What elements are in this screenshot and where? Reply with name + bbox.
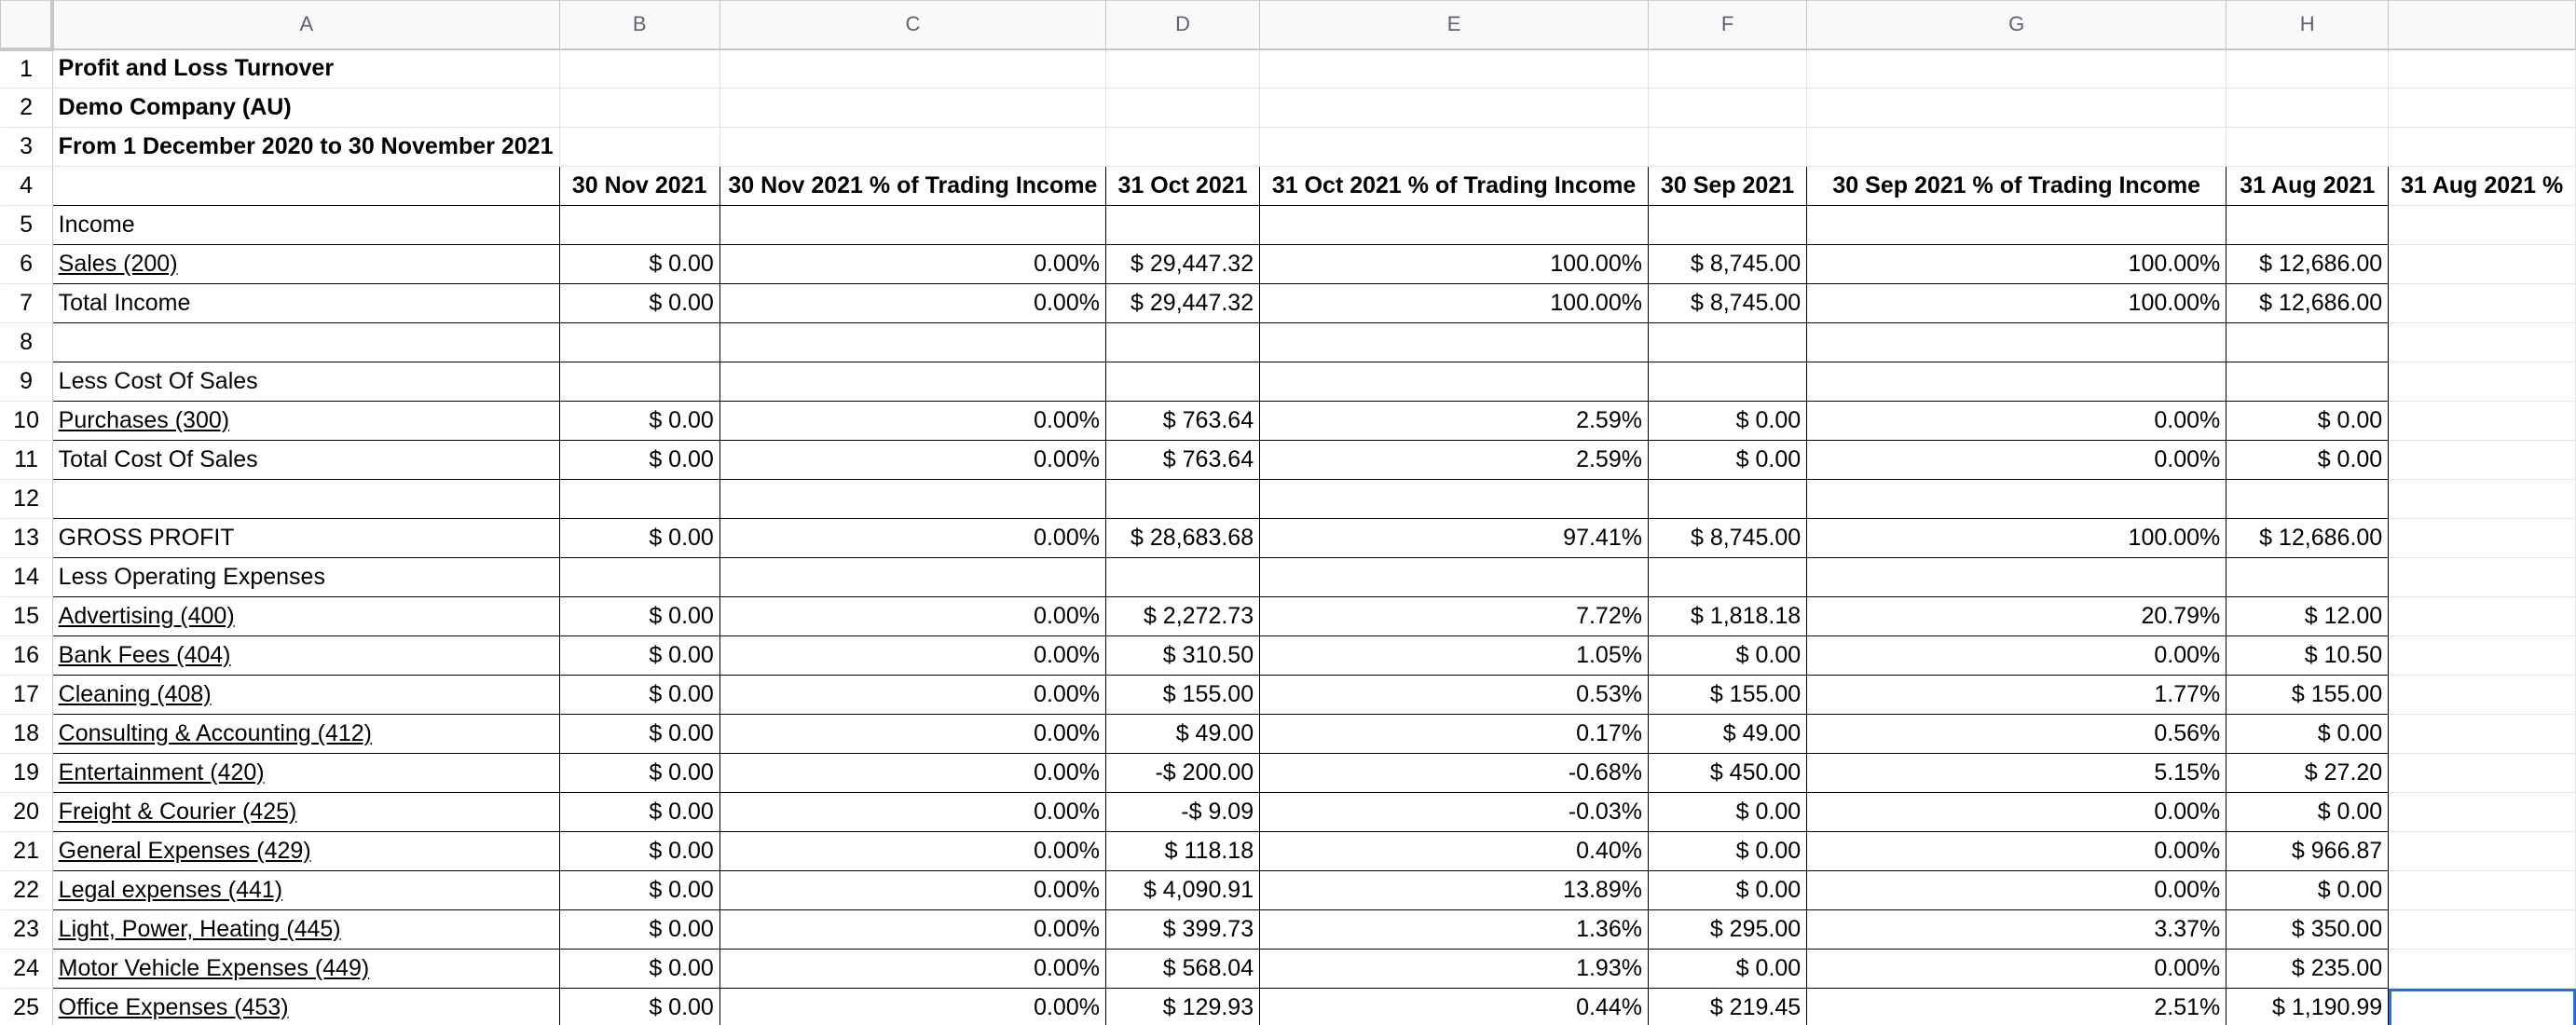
value-cell[interactable]	[1648, 558, 1806, 597]
row-header[interactable]: 8	[1, 323, 53, 362]
value-cell[interactable]: $ 155.00	[1105, 676, 1259, 715]
value-cell[interactable]: $ 0.00	[1648, 636, 1806, 676]
value-cell[interactable]	[1648, 89, 1806, 128]
row-header[interactable]: 20	[1, 793, 53, 832]
value-cell[interactable]	[559, 49, 719, 89]
value-cell[interactable]: 0.00%	[719, 597, 1105, 636]
column-header[interactable]: F	[1648, 1, 1806, 49]
account-link[interactable]: Light, Power, Heating (445)	[52, 910, 559, 950]
value-cell[interactable]: 0.00%	[719, 754, 1105, 793]
value-cell[interactable]	[2389, 871, 2576, 910]
sheet-row	[1, 284, 2576, 323]
sheet-row	[1, 871, 2576, 910]
value-cell[interactable]	[2227, 362, 2389, 402]
value-cell[interactable]: 3.37%	[1807, 910, 2227, 950]
value-cell[interactable]: 1.93%	[1260, 950, 1649, 989]
value-cell[interactable]: 0.00%	[719, 832, 1105, 871]
value-cell[interactable]: 0.00%	[1807, 793, 2227, 832]
value-cell[interactable]	[2389, 402, 2576, 441]
value-cell[interactable]	[1807, 128, 2227, 167]
value-cell[interactable]	[2389, 754, 2576, 793]
value-cell[interactable]: $ 12,686.00	[2227, 519, 2389, 558]
value-cell[interactable]: $ 763.64	[1105, 441, 1259, 480]
value-cell[interactable]: $ 0.00	[559, 636, 719, 676]
value-cell[interactable]	[1807, 89, 2227, 128]
row-label-cell[interactable]: Income	[52, 206, 559, 245]
row-header[interactable]: 11	[1, 441, 53, 480]
value-cell[interactable]	[2389, 950, 2576, 989]
row-label-cell[interactable]: Demo Company (AU)	[52, 89, 559, 128]
value-cell[interactable]	[719, 206, 1105, 245]
sheet-row	[1, 950, 2576, 989]
sheet-row	[1, 989, 2576, 1025]
account-link[interactable]: Advertising (400)	[52, 597, 559, 636]
value-cell[interactable]: 0.00%	[719, 950, 1105, 989]
value-cell[interactable]: $ 0.00	[1648, 832, 1806, 871]
value-cell[interactable]	[2389, 793, 2576, 832]
value-cell[interactable]	[2389, 715, 2576, 754]
value-cell[interactable]	[719, 558, 1105, 597]
column-header[interactable]: H	[2227, 1, 2389, 49]
column-header[interactable]: E	[1260, 1, 1649, 49]
value-cell[interactable]: $ 0.00	[559, 715, 719, 754]
value-cell[interactable]: $ 4,090.91	[1105, 871, 1259, 910]
value-cell[interactable]	[1260, 89, 1649, 128]
value-cell[interactable]	[1807, 362, 2227, 402]
value-cell[interactable]: 0.00%	[719, 989, 1105, 1025]
value-cell[interactable]: 0.00%	[1807, 871, 2227, 910]
sheet-row	[1, 558, 2576, 597]
sheet-row	[1, 636, 2576, 676]
period-header-cell[interactable]: 31 Aug 2021	[2227, 167, 2389, 206]
row-label-cell[interactable]: From 1 December 2020 to 30 November 2021	[52, 128, 559, 167]
value-cell[interactable]: 2.59%	[1260, 402, 1649, 441]
value-cell[interactable]	[719, 49, 1105, 89]
value-cell[interactable]	[2389, 597, 2576, 636]
value-cell[interactable]: $ 155.00	[2227, 676, 2389, 715]
value-cell[interactable]	[1105, 362, 1259, 402]
sheet-row	[1, 402, 2576, 441]
value-cell[interactable]: 0.00%	[719, 793, 1105, 832]
value-cell[interactable]: -0.03%	[1260, 793, 1649, 832]
sheet-row	[1, 245, 2576, 284]
value-cell[interactable]	[559, 558, 719, 597]
value-cell[interactable]: 1.77%	[1807, 676, 2227, 715]
value-cell[interactable]: 7.72%	[1260, 597, 1649, 636]
value-cell[interactable]	[559, 480, 719, 519]
selected-cell[interactable]	[2389, 989, 2576, 1025]
value-cell[interactable]: $ 49.00	[1648, 715, 1806, 754]
value-cell[interactable]	[2227, 49, 2389, 89]
account-link[interactable]: Purchases (300)	[52, 402, 559, 441]
row-header[interactable]: 15	[1, 597, 53, 636]
column-header[interactable]: B	[559, 1, 719, 49]
value-cell[interactable]	[2389, 245, 2576, 284]
row-label-cell[interactable]: Total Income	[52, 284, 559, 323]
sheet-row	[1, 323, 2576, 362]
value-cell[interactable]: $ 0.00	[559, 676, 719, 715]
value-cell[interactable]	[1807, 558, 2227, 597]
value-cell[interactable]: $ 28,683.68	[1105, 519, 1259, 558]
row-header[interactable]: 14	[1, 558, 53, 597]
value-cell[interactable]	[2227, 558, 2389, 597]
value-cell[interactable]: 100.00%	[1807, 245, 2227, 284]
value-cell[interactable]	[2389, 49, 2576, 89]
value-cell[interactable]: $ 0.00	[1648, 950, 1806, 989]
sheet-row	[1, 167, 2576, 206]
value-cell[interactable]	[1260, 49, 1649, 89]
value-cell[interactable]: $ 118.18	[1105, 832, 1259, 871]
row-header[interactable]: 1	[1, 49, 53, 89]
column-header-row	[1, 1, 2576, 49]
value-cell[interactable]	[559, 89, 719, 128]
value-cell[interactable]: $ 219.45	[1648, 989, 1806, 1025]
value-cell[interactable]	[1648, 362, 1806, 402]
value-cell[interactable]: 2.51%	[1807, 989, 2227, 1025]
value-cell[interactable]: 0.17%	[1260, 715, 1649, 754]
sheet-row	[1, 793, 2576, 832]
row-header[interactable]: 16	[1, 636, 53, 676]
value-cell[interactable]: $ 12,686.00	[2227, 284, 2389, 323]
value-cell[interactable]: $ 399.73	[1105, 910, 1259, 950]
value-cell[interactable]: 0.40%	[1260, 832, 1649, 871]
value-cell[interactable]: $ 49.00	[1105, 715, 1259, 754]
sheet-row	[1, 49, 2576, 89]
value-cell[interactable]: 0.00%	[719, 636, 1105, 676]
value-cell[interactable]	[2227, 323, 2389, 362]
period-header-cell[interactable]: 31 Aug 2021 %	[2389, 167, 2576, 206]
account-link[interactable]: Bank Fees (404)	[52, 636, 559, 676]
value-cell[interactable]: 0.00%	[719, 402, 1105, 441]
value-cell[interactable]	[1260, 323, 1649, 362]
value-cell[interactable]: $ 155.00	[1648, 676, 1806, 715]
value-cell[interactable]	[719, 89, 1105, 128]
value-cell[interactable]: 97.41%	[1260, 519, 1649, 558]
value-cell[interactable]	[1807, 480, 2227, 519]
value-cell[interactable]: $ 0.00	[559, 402, 719, 441]
account-link[interactable]: Consulting & Accounting (412)	[52, 715, 559, 754]
value-cell[interactable]	[2389, 89, 2576, 128]
value-cell[interactable]: $ 0.00	[559, 950, 719, 989]
value-cell[interactable]	[1260, 480, 1649, 519]
value-cell[interactable]: $ 0.00	[2227, 441, 2389, 480]
row-label-cell[interactable]: Total Cost Of Sales	[52, 441, 559, 480]
value-cell[interactable]	[2389, 558, 2576, 597]
value-cell[interactable]	[559, 128, 719, 167]
row-header[interactable]: 12	[1, 480, 53, 519]
value-cell[interactable]: $ 295.00	[1648, 910, 1806, 950]
value-cell[interactable]: 0.00%	[1807, 402, 2227, 441]
value-cell[interactable]: 0.00%	[1807, 636, 2227, 676]
value-cell[interactable]: $ 450.00	[1648, 754, 1806, 793]
value-cell[interactable]: $ 350.00	[2227, 910, 2389, 950]
value-cell[interactable]: $ 10.50	[2227, 636, 2389, 676]
value-cell[interactable]: -$ 9.09	[1105, 793, 1259, 832]
value-cell[interactable]	[1648, 206, 1806, 245]
value-cell[interactable]	[559, 323, 719, 362]
value-cell[interactable]: $ 8,745.00	[1648, 284, 1806, 323]
value-cell[interactable]: 1.05%	[1260, 636, 1649, 676]
value-cell[interactable]	[1105, 558, 1259, 597]
value-cell[interactable]: $ 0.00	[1648, 441, 1806, 480]
column-header[interactable]: C	[719, 1, 1105, 49]
value-cell[interactable]: $ 966.87	[2227, 832, 2389, 871]
row-header[interactable]: 6	[1, 245, 53, 284]
row-header[interactable]: 19	[1, 754, 53, 793]
row-label-cell[interactable]: Profit and Loss Turnover	[52, 49, 559, 89]
value-cell[interactable]	[2227, 89, 2389, 128]
value-cell[interactable]	[2389, 519, 2576, 558]
sheet-row	[1, 519, 2576, 558]
value-cell[interactable]: $ 0.00	[2227, 715, 2389, 754]
value-cell[interactable]: $ 0.00	[1648, 793, 1806, 832]
value-cell[interactable]	[2389, 441, 2576, 480]
account-link[interactable]: Cleaning (408)	[52, 676, 559, 715]
column-header[interactable]: G	[1807, 1, 2227, 49]
sheet-row	[1, 910, 2576, 950]
value-cell[interactable]: 0.00%	[719, 519, 1105, 558]
value-cell[interactable]	[719, 480, 1105, 519]
value-cell[interactable]: $ 0.00	[1648, 871, 1806, 910]
row-header[interactable]: 22	[1, 871, 53, 910]
value-cell[interactable]	[1807, 323, 2227, 362]
value-cell[interactable]: $ 0.00	[559, 832, 719, 871]
value-cell[interactable]: $ 12.00	[2227, 597, 2389, 636]
row-label-cell[interactable]	[52, 323, 559, 362]
value-cell[interactable]: $ 0.00	[2227, 793, 2389, 832]
value-cell[interactable]: $ 29,447.32	[1105, 245, 1259, 284]
value-cell[interactable]: $ 1,190.99	[2227, 989, 2389, 1025]
value-cell[interactable]: 5.15%	[1807, 754, 2227, 793]
value-cell[interactable]: $ 310.50	[1105, 636, 1259, 676]
value-cell[interactable]	[1648, 323, 1806, 362]
sheet-body	[1, 49, 2576, 1025]
value-cell[interactable]	[1105, 128, 1259, 167]
value-cell[interactable]: 0.00%	[719, 284, 1105, 323]
value-cell[interactable]	[1105, 480, 1259, 519]
account-link[interactable]: Entertainment (420)	[52, 754, 559, 793]
value-cell[interactable]: $ 0.00	[559, 519, 719, 558]
value-cell[interactable]: 2.59%	[1260, 441, 1649, 480]
row-label-cell[interactable]: Less Cost Of Sales	[52, 362, 559, 402]
value-cell[interactable]	[1260, 362, 1649, 402]
value-cell[interactable]	[719, 128, 1105, 167]
value-cell[interactable]: $ 0.00	[559, 910, 719, 950]
value-cell[interactable]	[1807, 49, 2227, 89]
value-cell[interactable]: 100.00%	[1260, 284, 1649, 323]
value-cell[interactable]: -$ 200.00	[1105, 754, 1259, 793]
value-cell[interactable]: $ 12,686.00	[2227, 245, 2389, 284]
value-cell[interactable]	[2389, 323, 2576, 362]
sheet-row	[1, 715, 2576, 754]
value-cell[interactable]: $ 235.00	[2227, 950, 2389, 989]
value-cell[interactable]	[2227, 128, 2389, 167]
value-cell[interactable]	[2389, 206, 2576, 245]
row-header[interactable]: 5	[1, 206, 53, 245]
account-link[interactable]: Office Expenses (453)	[52, 989, 559, 1025]
value-cell[interactable]: $ 0.00	[2227, 402, 2389, 441]
value-cell[interactable]: 0.53%	[1260, 676, 1649, 715]
value-cell[interactable]: 0.00%	[1807, 832, 2227, 871]
value-cell[interactable]: 13.89%	[1260, 871, 1649, 910]
value-cell[interactable]: $ 27.20	[2227, 754, 2389, 793]
value-cell[interactable]: $ 0.00	[559, 989, 719, 1025]
sheet-row	[1, 676, 2576, 715]
sheet-row	[1, 597, 2576, 636]
value-cell[interactable]	[719, 362, 1105, 402]
value-cell[interactable]	[1648, 128, 1806, 167]
value-cell[interactable]: $ 0.00	[559, 793, 719, 832]
value-cell[interactable]	[2389, 910, 2576, 950]
value-cell[interactable]: $ 0.00	[2227, 871, 2389, 910]
account-link[interactable]: Motor Vehicle Expenses (449)	[52, 950, 559, 989]
value-cell[interactable]: 0.44%	[1260, 989, 1649, 1025]
value-cell[interactable]: 0.00%	[719, 715, 1105, 754]
value-cell[interactable]	[719, 323, 1105, 362]
period-header-cell[interactable]: 30 Nov 2021 % of Trading Income	[719, 167, 1105, 206]
value-cell[interactable]: 0.00%	[1807, 950, 2227, 989]
row-label-cell[interactable]	[52, 167, 559, 206]
value-cell[interactable]: 0.00%	[719, 871, 1105, 910]
value-cell[interactable]: 100.00%	[1260, 245, 1649, 284]
value-cell[interactable]: $ 568.04	[1105, 950, 1259, 989]
value-cell[interactable]	[2389, 676, 2576, 715]
value-cell[interactable]	[1260, 558, 1649, 597]
value-cell[interactable]	[2389, 480, 2576, 519]
value-cell[interactable]: $ 2,272.73	[1105, 597, 1259, 636]
value-cell[interactable]	[2389, 284, 2576, 323]
period-header-cell[interactable]: 31 Oct 2021 % of Trading Income	[1260, 167, 1649, 206]
value-cell[interactable]: $ 0.00	[559, 754, 719, 793]
sheet-row	[1, 441, 2576, 480]
column-header[interactable]: A	[52, 1, 559, 49]
column-header[interactable]	[2389, 1, 2576, 49]
value-cell[interactable]: 0.56%	[1807, 715, 2227, 754]
value-cell[interactable]: $ 29,447.32	[1105, 284, 1259, 323]
value-cell[interactable]	[2389, 362, 2576, 402]
sheet-row	[1, 754, 2576, 793]
sheet-row	[1, 362, 2576, 402]
value-cell[interactable]: $ 8,745.00	[1648, 245, 1806, 284]
value-cell[interactable]	[2227, 206, 2389, 245]
value-cell[interactable]: 0.00%	[719, 441, 1105, 480]
value-cell[interactable]	[1260, 128, 1649, 167]
value-cell[interactable]	[2389, 832, 2576, 871]
row-header[interactable]: 17	[1, 676, 53, 715]
value-cell[interactable]: $ 763.64	[1105, 402, 1259, 441]
sheet-row	[1, 480, 2576, 519]
account-link[interactable]: Sales (200)	[52, 245, 559, 284]
row-header[interactable]: 21	[1, 832, 53, 871]
value-cell[interactable]: -0.68%	[1260, 754, 1649, 793]
row-header[interactable]: 24	[1, 950, 53, 989]
row-label-cell[interactable]	[52, 480, 559, 519]
row-header[interactable]: 18	[1, 715, 53, 754]
sheet-row	[1, 832, 2576, 871]
value-cell[interactable]	[1105, 89, 1259, 128]
value-cell[interactable]: $ 0.00	[559, 871, 719, 910]
value-cell[interactable]: $ 0.00	[559, 597, 719, 636]
row-header[interactable]: 3	[1, 128, 53, 167]
account-link[interactable]: Legal expenses (441)	[52, 871, 559, 910]
value-cell[interactable]: $ 1,818.18	[1648, 597, 1806, 636]
row-header[interactable]: 25	[1, 989, 53, 1025]
sheet-row	[1, 128, 2576, 167]
value-cell[interactable]: 0.00%	[719, 910, 1105, 950]
value-cell[interactable]: $ 0.00	[1648, 402, 1806, 441]
row-header[interactable]: 10	[1, 402, 53, 441]
row-label-cell[interactable]: Less Operating Expenses	[52, 558, 559, 597]
value-cell[interactable]	[559, 206, 719, 245]
row-header[interactable]: 2	[1, 89, 53, 128]
value-cell[interactable]: $ 8,745.00	[1648, 519, 1806, 558]
select-all-corner[interactable]	[1, 1, 53, 49]
row-header[interactable]: 4	[1, 167, 53, 206]
value-cell[interactable]: 100.00%	[1807, 284, 2227, 323]
value-cell[interactable]	[1105, 49, 1259, 89]
value-cell[interactable]	[1260, 206, 1649, 245]
period-header-cell[interactable]: 31 Oct 2021	[1105, 167, 1259, 206]
sheet-row	[1, 89, 2576, 128]
row-header[interactable]: 13	[1, 519, 53, 558]
value-cell[interactable]	[1105, 206, 1259, 245]
value-cell[interactable]: $ 0.00	[559, 245, 719, 284]
value-cell[interactable]	[2389, 128, 2576, 167]
value-cell[interactable]: 0.00%	[1807, 441, 2227, 480]
row-header[interactable]: 9	[1, 362, 53, 402]
period-header-cell[interactable]: 30 Sep 2021	[1648, 167, 1806, 206]
value-cell[interactable]	[2227, 480, 2389, 519]
value-cell[interactable]: $ 0.00	[559, 284, 719, 323]
value-cell[interactable]	[2389, 636, 2576, 676]
account-link[interactable]: General Expenses (429)	[52, 832, 559, 871]
value-cell[interactable]: $ 0.00	[559, 441, 719, 480]
row-header[interactable]: 23	[1, 910, 53, 950]
period-header-cell[interactable]: 30 Sep 2021 % of Trading Income	[1807, 167, 2227, 206]
value-cell[interactable]	[1105, 323, 1259, 362]
value-cell[interactable]: 0.00%	[719, 676, 1105, 715]
period-header-cell[interactable]: 30 Nov 2021	[559, 167, 719, 206]
value-cell[interactable]: 100.00%	[1807, 519, 2227, 558]
column-header[interactable]: D	[1105, 1, 1259, 49]
account-link[interactable]: Freight & Courier (425)	[52, 793, 559, 832]
value-cell[interactable]: 1.36%	[1260, 910, 1649, 950]
value-cell[interactable]: 0.00%	[719, 245, 1105, 284]
value-cell[interactable]	[559, 362, 719, 402]
value-cell[interactable]	[1807, 206, 2227, 245]
row-label-cell[interactable]: GROSS PROFIT	[52, 519, 559, 558]
row-header[interactable]: 7	[1, 284, 53, 323]
value-cell[interactable]	[1648, 480, 1806, 519]
value-cell[interactable]: $ 129.93	[1105, 989, 1259, 1025]
sheet-row	[1, 206, 2576, 245]
value-cell[interactable]: 20.79%	[1807, 597, 2227, 636]
value-cell[interactable]	[1648, 49, 1806, 89]
